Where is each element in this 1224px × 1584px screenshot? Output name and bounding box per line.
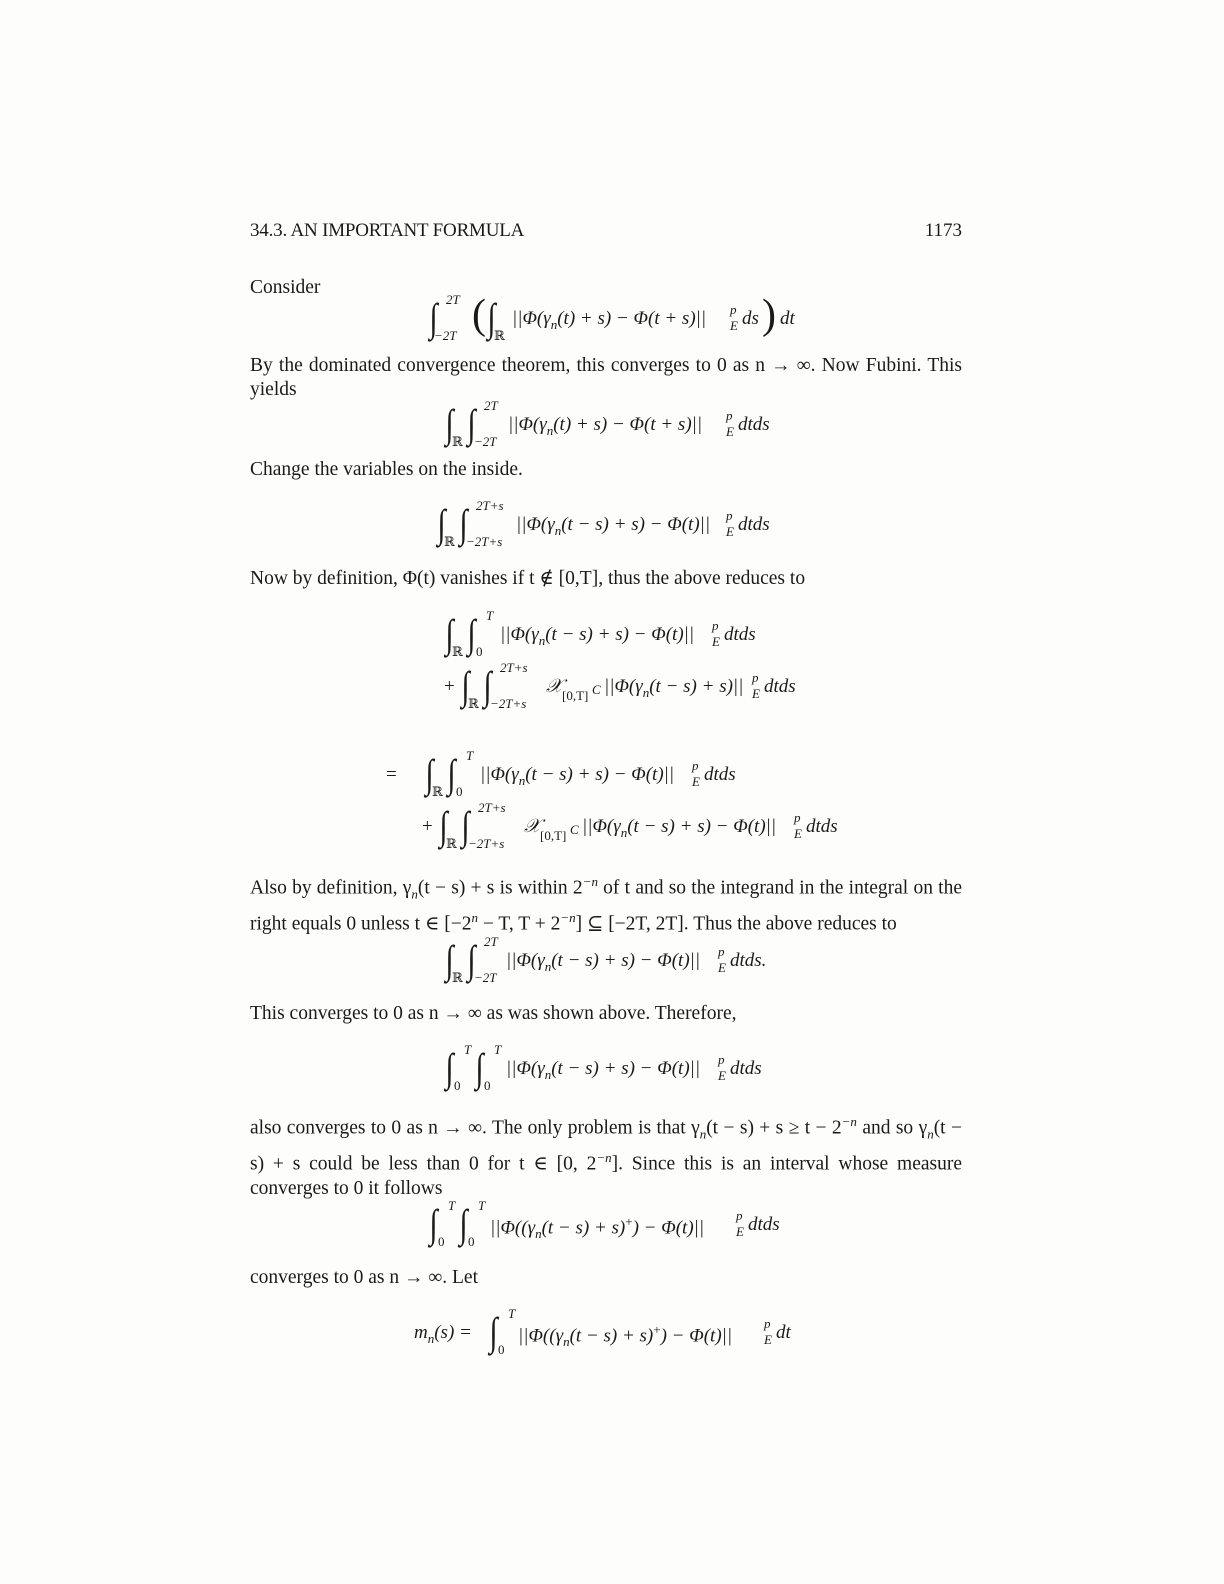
exponent: n — [471, 910, 478, 926]
integrand — [604, 676, 743, 701]
upper-limit: T — [448, 1198, 456, 1213]
index: n — [642, 684, 650, 700]
differential: dtds — [806, 816, 838, 837]
integrand — [506, 1058, 700, 1083]
power: p — [736, 1208, 743, 1223]
lower-limit: ℝ — [432, 784, 443, 799]
norm-subscript: E — [726, 424, 734, 439]
upper-limit: T — [486, 608, 494, 623]
integrand-part: (t − s) + s) − Φ(t)|| — [551, 1058, 701, 1079]
integrand-part: ||Φ(γ — [506, 950, 545, 971]
paragraph-let: converges to 0 as n → ∞. Let — [250, 1267, 478, 1288]
lower-limit: ℝ — [452, 644, 463, 659]
differential: dtds — [730, 1058, 762, 1079]
integrand-part: (t − s) + s) − Φ(t)|| — [627, 816, 777, 837]
paragraph-dominated: By the dominated convergence theorem, this converges to 0 as n → ∞. Now Fubini. This yields — [250, 355, 962, 400]
power: p — [730, 302, 737, 317]
power: p — [764, 1316, 771, 1331]
integrand — [518, 1322, 732, 1350]
integrand-part: ) − Φ(t)|| — [632, 1217, 705, 1239]
norm-subscript: E — [726, 524, 734, 539]
indicator-superscript: C — [570, 822, 579, 837]
power: p — [692, 758, 699, 773]
integral-sign: ∫ — [445, 611, 454, 656]
integrand — [500, 624, 694, 649]
running-header — [250, 220, 962, 244]
integral-sign: ∫ — [461, 803, 470, 848]
lower-limit: 0 — [438, 1234, 445, 1249]
paragraph-converges: This converges to 0 as n → ∞ as was shown above. Therefore, — [250, 1003, 737, 1024]
differential: dtds — [764, 676, 796, 697]
text-part: (t − s) + s ≥ t − 2 — [706, 1117, 842, 1139]
integral-sign: ∫ — [459, 1201, 468, 1246]
differential: dtds. — [730, 950, 767, 971]
text-part: ] ⊆ [−2T, 2T]. Thus the above reduces to — [575, 913, 897, 935]
lower-limit: 0 — [476, 644, 483, 659]
integrand-part: ||Φ((γ — [518, 1325, 564, 1347]
text-part: and so γ — [856, 1117, 928, 1139]
upper-limit: T — [494, 1042, 502, 1057]
integral-sign: ∫ — [467, 401, 476, 446]
text-part: of t and so the integrand in the integral on the right equals 0 unless t ∈ [−2 — [250, 877, 963, 935]
integrand — [480, 764, 674, 789]
differential: dt — [780, 308, 795, 329]
integrand-part: (t − s) + s) − Φ(t)|| — [551, 950, 701, 971]
exponent: −n — [596, 1150, 612, 1166]
integral-sign: ∫ — [489, 1309, 498, 1354]
text-part: ]. Since this is an interval whose measure converges to 0 it follows — [250, 1153, 963, 1199]
power: p — [718, 1052, 725, 1067]
integrand-part: ||Φ(γ — [480, 764, 519, 785]
section-title: 34.3. AN IMPORTANT FORMULA — [250, 220, 525, 241]
integrand-part: (t − s) + s) − Φ(t)|| — [561, 514, 711, 535]
integrand-part: ||Φ(γ — [582, 816, 621, 837]
lhs-part: (s) = — [434, 1322, 472, 1343]
norm-subscript: E — [692, 774, 700, 789]
integrand — [516, 514, 710, 539]
indicator-subscript: [0,T] — [540, 828, 567, 843]
upper-limit: 2T+s — [500, 660, 528, 675]
index: n — [544, 958, 552, 974]
equation-7 — [444, 1042, 784, 1098]
integral-sign: ∫ — [429, 1201, 438, 1246]
upper-limit: 2T — [484, 398, 498, 413]
integral-sign: ∫ — [429, 295, 438, 340]
integrand-part: (t) + s) − Φ(t + s)|| — [557, 308, 707, 329]
integral-sign: ∫ — [445, 401, 454, 446]
integrand-part: ||Φ(γ — [508, 414, 547, 435]
equation-9 — [414, 1306, 814, 1362]
norm-subscript: E — [712, 634, 720, 649]
lower-limit: −2T — [474, 970, 497, 985]
integrand-part: (t) + s) − Φ(t + s)|| — [553, 414, 703, 435]
indicator-function: 𝒳 — [524, 816, 541, 837]
upper-limit: 2T+s — [476, 498, 504, 513]
equation-8 — [428, 1198, 808, 1254]
exponent: −n — [841, 1114, 857, 1129]
upper-limit: T — [464, 1042, 472, 1057]
plus-sign: + — [444, 676, 455, 697]
indicator-subscript: [0,T] — [562, 688, 589, 703]
differential: ds — [742, 308, 759, 329]
norm-subscript: E — [718, 1068, 726, 1083]
lower-limit: 0 — [484, 1078, 491, 1093]
index: n — [563, 1334, 570, 1350]
norm-subscript: E — [752, 686, 760, 701]
integral-sign: ∫ — [487, 295, 496, 340]
norm-subscript: E — [736, 1224, 744, 1239]
differential: dtds — [748, 1214, 780, 1235]
integrand-part: ||Φ(γ — [512, 308, 551, 329]
lower-limit: ℝ — [494, 328, 505, 343]
differential: dtds — [738, 514, 770, 535]
differential: dtds — [704, 764, 736, 785]
upper-limit: 2T+s — [478, 800, 506, 815]
left-paren: ( — [472, 292, 486, 338]
exponent: −n — [582, 874, 598, 889]
exponent: −n — [560, 910, 576, 926]
integral-sign: ∫ — [439, 803, 448, 848]
paragraph-only-problem — [250, 1110, 962, 1201]
lhs — [414, 1322, 472, 1347]
index: n — [518, 772, 526, 788]
index: n — [546, 422, 554, 438]
paragraph-also-by-definition — [250, 870, 962, 937]
integral-sign: ∫ — [459, 501, 468, 546]
integral-sign: ∫ — [445, 1045, 454, 1090]
lower-limit: −2T+s — [468, 836, 505, 851]
power: p — [752, 670, 759, 685]
upper-limit: T — [508, 1306, 516, 1321]
right-paren: ) — [762, 292, 776, 338]
lower-limit: ℝ — [468, 696, 479, 711]
equals-sign: = — [386, 764, 397, 785]
lower-limit: 0 — [454, 1078, 461, 1093]
lower-limit: −2T+s — [466, 534, 503, 549]
integral-sign: ∫ — [437, 501, 446, 546]
lower-limit: ℝ — [444, 534, 455, 549]
text-part: Also by definition, γ — [250, 877, 412, 899]
norm-subscript: E — [794, 826, 802, 841]
index: n — [554, 522, 562, 538]
equation-1 — [428, 292, 808, 348]
page-number: 1173 — [924, 220, 962, 241]
integrand-part: (t − s) + s) — [569, 1325, 654, 1347]
integral-sign: ∫ — [467, 937, 476, 982]
index: n — [620, 824, 628, 840]
upper-limit: 2T — [484, 934, 498, 949]
equation-5b — [422, 800, 862, 856]
lower-limit: 0 — [468, 1234, 475, 1249]
lower-limit: ℝ — [452, 434, 463, 449]
integral-sign: ∫ — [445, 937, 454, 982]
index: n — [699, 1126, 707, 1142]
index: n — [427, 1330, 435, 1346]
index: n — [544, 1066, 552, 1082]
integral-sign: ∫ — [425, 751, 434, 796]
integrand-part: (t − s) + s) − Φ(t)|| — [545, 624, 695, 645]
text-part: (t − s) + s could be less than 0 for t ∈ [0, 2 — [250, 1117, 962, 1175]
equation-6 — [444, 934, 804, 990]
equation-2 — [444, 398, 784, 454]
integral-sign: ∫ — [447, 751, 456, 796]
index: n — [550, 316, 558, 332]
paragraph-definition: Now by definition, Φ(t) vanishes if t ∉ [0,T], thus the above reduces to — [250, 568, 806, 589]
power: p — [726, 508, 733, 523]
lower-limit: ℝ — [452, 970, 463, 985]
index: n — [538, 632, 546, 648]
index: n — [411, 886, 418, 902]
integrand-part: ||Φ(γ — [500, 624, 539, 645]
lower-limit: −2T+s — [490, 696, 527, 711]
upper-limit: 2T — [446, 292, 460, 307]
text-part: − T, T + 2 — [478, 913, 561, 935]
power: p — [726, 408, 733, 423]
integrand-part: ||Φ(γ — [506, 1058, 545, 1079]
integrand-part: ||Φ(γ — [516, 514, 555, 535]
lower-limit: −2T — [474, 434, 497, 449]
text-part: (t − s) + s is within 2 — [417, 877, 583, 899]
equation-3 — [436, 498, 796, 554]
integrand-part: (t − s) + s) − Φ(t)|| — [525, 764, 675, 785]
norm-subscript: E — [718, 960, 726, 975]
norm-subscript: E — [730, 318, 738, 333]
differential: dt — [776, 1322, 791, 1343]
integral-sign: ∫ — [483, 663, 492, 708]
integrand — [490, 1214, 704, 1242]
index: n — [927, 1126, 934, 1142]
integrand-part: (t − s) + s)|| — [649, 676, 744, 697]
equation-4a — [444, 608, 784, 664]
indicator-superscript: C — [592, 682, 601, 697]
integrand — [506, 950, 700, 975]
integrand — [582, 816, 776, 841]
positive-part: + — [653, 1322, 661, 1337]
integral-sign: ∫ — [475, 1045, 484, 1090]
integrand — [512, 308, 706, 333]
integrand-part: ) − Φ(t)|| — [660, 1325, 733, 1347]
integrand-part: ||Φ(γ — [604, 676, 643, 697]
equation-4b — [444, 660, 824, 716]
paragraph-consider: Consider — [250, 277, 321, 298]
differential: dtds — [724, 624, 756, 645]
integrand — [508, 414, 702, 439]
indicator-function: 𝒳 — [546, 676, 563, 697]
power: p — [712, 618, 719, 633]
differential: dtds — [738, 414, 770, 435]
text-part: also converges to 0 as n → ∞. The only problem is that γ — [250, 1117, 700, 1139]
lower-limit: 0 — [498, 1342, 505, 1357]
lower-limit: −2T — [434, 328, 457, 343]
paragraph-change-variables: Change the variables on the inside. — [250, 459, 523, 480]
lower-limit: ℝ — [446, 836, 457, 851]
plus-sign: + — [422, 816, 433, 837]
integral-sign: ∫ — [461, 663, 470, 708]
equation-5a — [386, 748, 766, 804]
upper-limit: T — [466, 748, 474, 763]
positive-part: + — [625, 1214, 633, 1229]
norm-subscript: E — [764, 1332, 772, 1347]
power: p — [718, 944, 725, 959]
lhs-part: m — [414, 1322, 428, 1343]
lower-limit: 0 — [456, 784, 463, 799]
upper-limit: T — [478, 1198, 486, 1213]
integral-sign: ∫ — [467, 611, 476, 656]
integrand-part: ||Φ((γ — [490, 1217, 536, 1239]
index: n — [535, 1226, 542, 1242]
power: p — [794, 810, 801, 825]
integrand-part: (t − s) + s) — [541, 1217, 626, 1239]
